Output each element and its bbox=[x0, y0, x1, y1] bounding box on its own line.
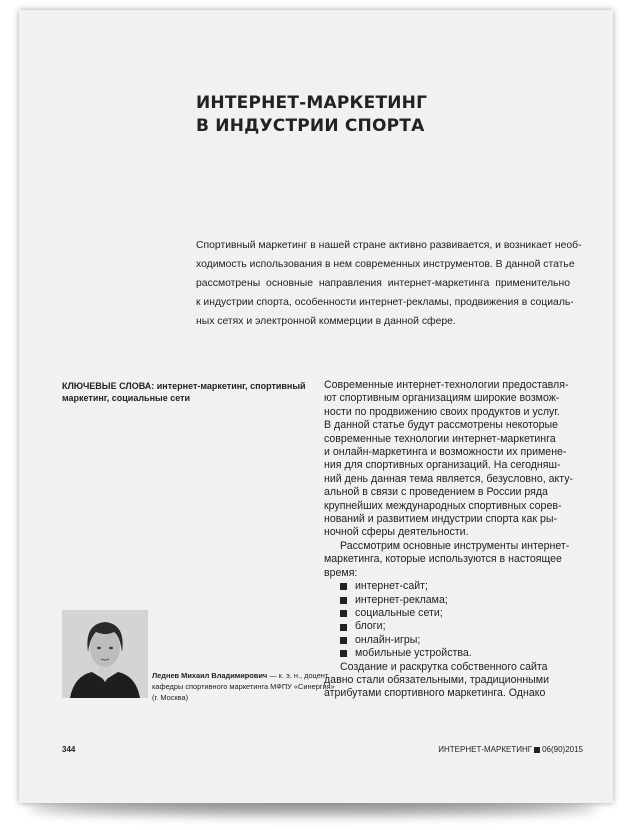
abstract bbox=[196, 236, 582, 331]
body-line: Создание и раскрутка собственного сайта bbox=[340, 660, 548, 673]
list-item bbox=[324, 594, 580, 607]
body-line: ночной сферы деятельности. bbox=[324, 526, 469, 539]
square-bullet-icon bbox=[340, 610, 347, 617]
title-line-2: В ИНДУСТРИИ СПОРТА bbox=[196, 116, 425, 136]
body-line: ют спортивным организациям широкие возмож- bbox=[324, 392, 560, 405]
author-position: кафедры спортивного маркетинга МФПУ «Синергия» bbox=[152, 682, 335, 691]
keywords-line-1: КЛЮЧЕВЫЕ СЛОВА: интернет-маркетинг, спортивный bbox=[62, 381, 306, 391]
list-item-text: социальные сети; bbox=[355, 606, 443, 619]
author-portrait-image bbox=[62, 610, 148, 698]
square-bullet-icon bbox=[340, 650, 347, 657]
square-bullet-icon bbox=[340, 624, 347, 631]
list-item-text: мобильные устройства. bbox=[355, 647, 472, 660]
body-line: Современные интернет-технологии предоставля- bbox=[324, 379, 569, 391]
body-line: Рассмотрим основные инструменты интернет- bbox=[340, 539, 570, 552]
list-item-text: интернет-сайт; bbox=[355, 580, 428, 593]
list-item-text: онлайн-игры; bbox=[355, 633, 421, 646]
body-line: давно стали обязательными, традиционными bbox=[324, 673, 549, 686]
body-line: современные технологии интернет-маркетинга bbox=[324, 432, 556, 445]
list-item-text: интернет-реклама; bbox=[355, 593, 448, 606]
body-line: время: bbox=[324, 566, 358, 579]
abstract-line: ходимость использования в нем современных инструментов. В данной статье bbox=[196, 259, 575, 270]
keywords-line-2: маркетинг, социальные сети bbox=[62, 393, 191, 403]
running-footer bbox=[438, 745, 583, 754]
body-line: ния для спортивных организаций. На сегодняш- bbox=[324, 459, 561, 472]
abstract-line: ных сетях и электронной коммерции в данной сфере. bbox=[196, 316, 456, 327]
abstract-line: Спортивный маркетинг в нашей стране активно развивается, и возникает необ- bbox=[196, 240, 582, 251]
title-line-1: ИНТЕРНЕТ-МАРКЕТИНГ bbox=[196, 93, 428, 113]
square-bullet-icon bbox=[340, 597, 347, 604]
square-bullet-icon bbox=[340, 583, 347, 590]
square-bullet-icon bbox=[340, 637, 347, 644]
body-line: и онлайн-маркетинга и возможности их примене- bbox=[324, 446, 567, 459]
keywords bbox=[62, 380, 306, 404]
abstract-line: рассмотрены основные направления интернет-маркетинга применительно bbox=[196, 278, 570, 289]
list-item bbox=[324, 647, 580, 660]
author-degree: — к. э. н., доцент bbox=[267, 671, 329, 680]
body-line: атрибутами спортивного маркетинга. Однако bbox=[324, 687, 546, 700]
author-info bbox=[152, 670, 335, 703]
list-item bbox=[324, 634, 580, 647]
body-line: ности по продвижению своих продуктов и услуг. bbox=[324, 405, 560, 418]
issue-number: 06(90)2015 bbox=[542, 745, 583, 754]
author-photo bbox=[62, 610, 148, 698]
list-item-text: блоги; bbox=[355, 620, 386, 633]
article-title bbox=[196, 92, 556, 138]
author-city: (г. Москва) bbox=[152, 693, 189, 702]
body-line: альной в связи с проведением в России ряда bbox=[324, 486, 548, 499]
list-item bbox=[324, 620, 580, 633]
body-text bbox=[324, 379, 580, 701]
square-separator-icon bbox=[534, 747, 540, 753]
body-line: маркетинга, которые используются в настоящее bbox=[324, 553, 562, 566]
list-item bbox=[324, 580, 580, 593]
body-line: крупнейших международных спортивных сорев- bbox=[324, 499, 562, 512]
body-line: нований и развитием индустрии спорта как ры- bbox=[324, 513, 558, 526]
journal-name: ИНТЕРНЕТ-МАРКЕТИНГ bbox=[438, 745, 533, 754]
abstract-line: к индустрии спорта, особенности интернет-рекламы, продвижения в социаль- bbox=[196, 297, 574, 308]
list-item bbox=[324, 607, 580, 620]
body-line: ний день данная тема является, безусловно, акту- bbox=[324, 472, 574, 485]
author-name: Леднев Михаил Владимирович bbox=[152, 671, 268, 680]
page-number: 344 bbox=[62, 745, 76, 754]
body-line: В данной статье будут рассмотрены некоторые bbox=[324, 419, 559, 432]
